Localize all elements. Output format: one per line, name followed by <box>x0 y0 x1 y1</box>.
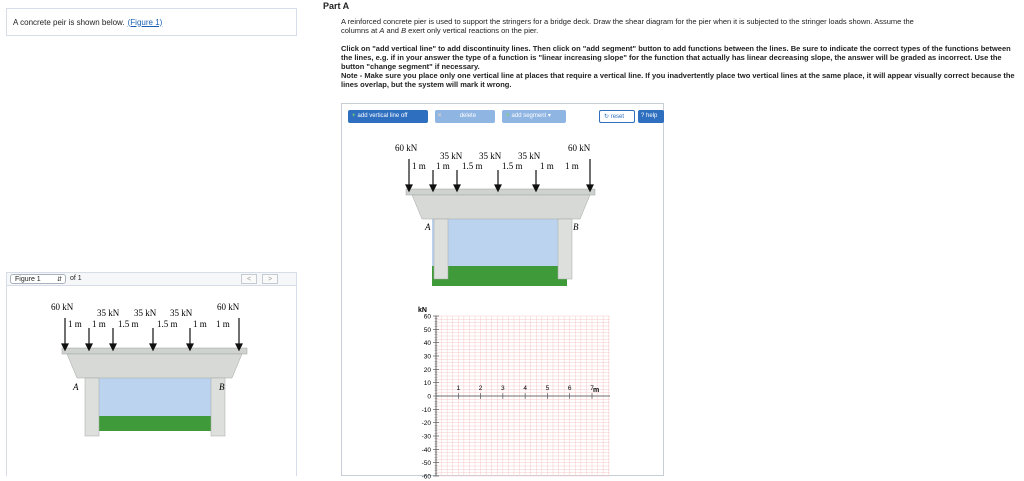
var-b: B <box>401 26 407 35</box>
help-label: help <box>646 113 658 119</box>
y-tick-label: 60 <box>423 313 431 321</box>
x-tick-label: 2 <box>478 385 483 392</box>
tool-toolbar <box>348 110 659 124</box>
problem-line-2-pre: columns at <box>341 26 380 35</box>
y-tick-label: -30 <box>421 433 431 441</box>
y-tick-label: -10 <box>421 406 431 414</box>
plus-icon: + <box>352 113 356 119</box>
load-label-3: 35 kN <box>134 308 157 318</box>
plot-grid <box>436 316 610 476</box>
load-label-4: 35 kN <box>518 151 541 161</box>
figure-select-value: Figure 1 <box>15 276 41 283</box>
add-vertical-line-button[interactable] <box>348 110 428 123</box>
load-arrows <box>62 318 242 350</box>
span-label-2: 1 m <box>436 161 450 171</box>
x-icon: ✕ <box>437 113 443 119</box>
load-label-2: 35 kN <box>97 308 120 318</box>
span-label-5: 1 m <box>540 161 554 171</box>
figure-select[interactable] <box>10 274 66 284</box>
x-tick-label: 4 <box>523 385 527 392</box>
column-a <box>434 219 448 279</box>
figure-count: of 1 <box>70 275 82 282</box>
span-label-1: 1 m <box>412 161 426 171</box>
bridge-deck <box>406 189 595 195</box>
var-a: A <box>379 26 385 35</box>
support-a-label: A <box>73 382 79 392</box>
problem-line-2-post: exert only vertical reactions on the pier. <box>406 26 539 35</box>
y-tick-label: -60 <box>421 473 431 479</box>
span-label-3: 1.5 m <box>462 161 483 171</box>
left-column <box>0 0 300 476</box>
column-b <box>558 219 572 279</box>
load-label-3: 35 kN <box>479 151 502 161</box>
part-title: Part A <box>323 1 350 11</box>
problem-intro <box>6 8 297 36</box>
y-tick-label: 30 <box>423 353 431 361</box>
x-tick-label: 5 <box>545 385 550 392</box>
y-tick-label: -40 <box>421 446 431 454</box>
support-b-label: B <box>573 222 579 232</box>
grass <box>87 416 217 431</box>
add-segment-button[interactable] <box>502 110 566 123</box>
right-column <box>300 0 1024 479</box>
y-tick-label: 10 <box>423 380 431 388</box>
load-label-4: 35 kN <box>170 308 193 318</box>
select-caret-icon: ⇵ <box>56 277 62 283</box>
reset-label: reset <box>610 114 625 120</box>
instructions-para-1: Click on "add vertical line" to add discontinuity lines. Then click on "add segment" button to add functions between the lines. Be sure to indicate the correct types of the functions between the lines, e.g. if in your answer the type of a function is "linear increasing slope" for the function that actually has linear decreasing slope, the answer will be graded as incorrect. Use the button "change segment" if necessary. <box>341 44 1011 71</box>
grass <box>432 266 567 286</box>
prev-figure-button[interactable]: < <box>241 274 257 284</box>
span-label-6: 1 m <box>565 161 579 171</box>
figure-panel <box>6 286 297 476</box>
y-tick-label: 0 <box>427 393 431 401</box>
pier-figure-left <box>7 286 296 476</box>
add-vertical-label: add vertical line off <box>357 113 408 119</box>
x-tick-label: 1 <box>456 385 461 392</box>
load-label-1: 60 kN <box>395 143 418 153</box>
problem-line-2-mid: and <box>384 26 402 35</box>
x-unit-label: m <box>593 387 600 394</box>
span-label-4: 1.5 m <box>157 319 178 329</box>
column-a <box>85 378 99 436</box>
span-label-5: 1 m <box>193 319 207 329</box>
problem-line-1: A reinforced concrete pier is used to support the stringers for a bridge deck. Draw the shear diagram for the pier when it is subjected to the stringer loads shown. Assume the <box>341 17 914 26</box>
instructions-para-2: Note - Make sure you place only one vertical line at places that require a vertical line. If you inadvertently place two vertical lines at the same place, it will appear visually correct because the lines overlap, but the system will mark it wrong. <box>341 71 1015 89</box>
span-label-3: 1.5 m <box>118 319 139 329</box>
delete-label: delete <box>459 113 477 119</box>
support-b-label: B <box>219 382 225 392</box>
load-label-5: 60 kN <box>217 302 240 312</box>
span-label-4: 1.5 m <box>502 161 523 171</box>
reset-button[interactable] <box>599 110 635 123</box>
intro-text: A concrete peir is shown below. <box>13 17 125 27</box>
y-tick-label: 20 <box>423 366 431 374</box>
load-label-5: 60 kN <box>568 143 591 153</box>
x-tick-label: 7 <box>590 385 594 392</box>
span-label-1: 1 m <box>68 319 82 329</box>
y-tick-label: -50 <box>421 460 431 468</box>
load-label-2: 35 kN <box>440 151 463 161</box>
span-label-6: 1 m <box>216 319 230 329</box>
span-label-2: 1 m <box>92 319 106 329</box>
pier-cap <box>412 195 590 219</box>
y-tick-label: 40 <box>423 340 431 348</box>
chevron-down-icon: ▾ <box>547 113 551 119</box>
help-icon: ? <box>641 113 645 119</box>
support-a-label: A <box>425 222 431 232</box>
shear-plot[interactable] <box>418 307 610 479</box>
figure-nav-bar <box>6 272 297 286</box>
add-segment-label: add segment <box>511 113 547 119</box>
x-tick-label: 3 <box>501 385 505 392</box>
delete-button[interactable] <box>435 110 495 123</box>
figure-link[interactable]: (Figure 1) <box>127 17 163 27</box>
load-label-1: 60 kN <box>51 302 74 312</box>
instructions <box>341 44 1021 89</box>
pier-cap <box>67 354 242 378</box>
plus-icon: + <box>506 113 510 119</box>
tool-canvas <box>342 126 663 479</box>
x-tick-label: 6 <box>567 385 572 392</box>
reset-icon: ↻ <box>604 114 610 120</box>
drawing-tool <box>341 103 664 479</box>
y-unit-label: kN <box>418 307 427 314</box>
y-tick-label: -20 <box>421 420 431 428</box>
help-button[interactable] <box>638 110 664 123</box>
y-tick-label: 50 <box>423 326 431 334</box>
problem-statement <box>341 17 1021 35</box>
next-figure-button[interactable]: > <box>262 274 278 284</box>
